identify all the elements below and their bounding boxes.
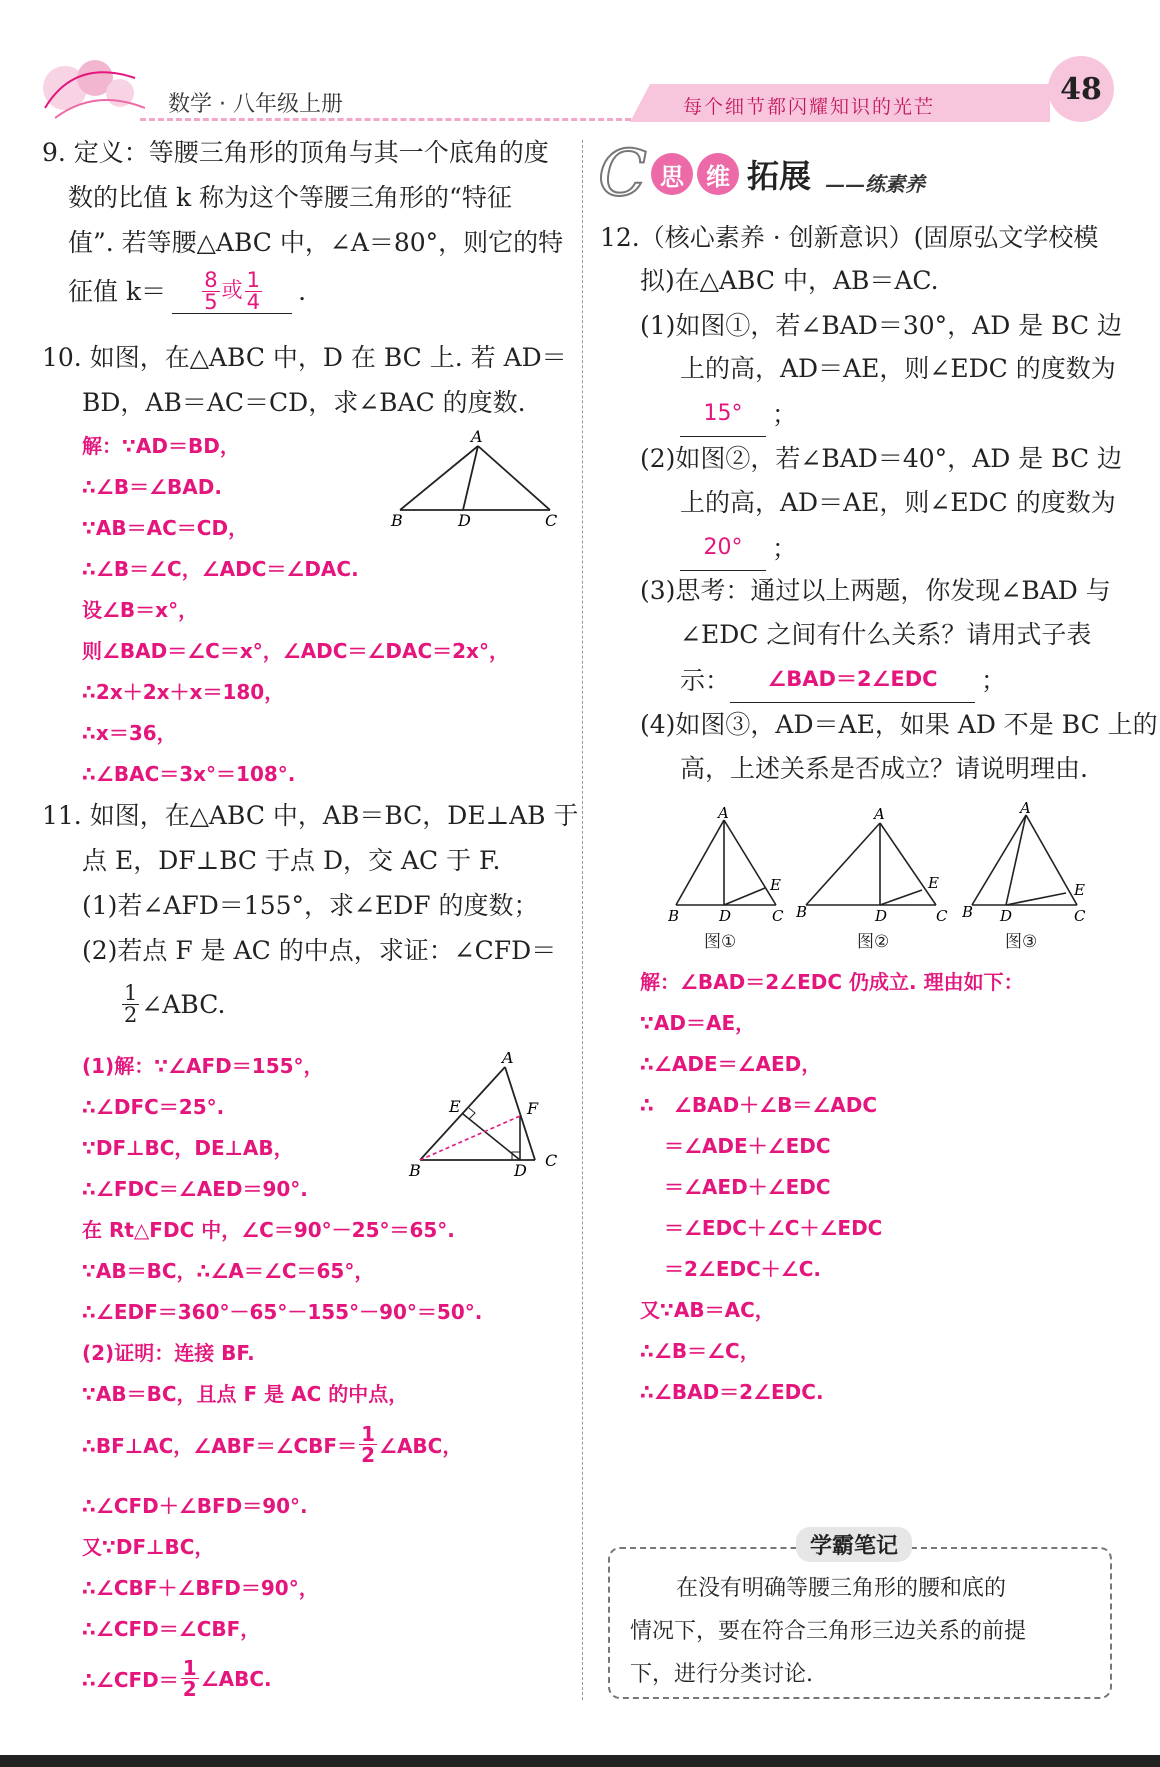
q9-line-1: 9. 定义：等腰三角形的顶角与其一个底角的度	[42, 138, 549, 167]
section-header	[598, 138, 978, 210]
q12-p2-line-2: 上的高，AD＝AE，则∠EDC 的度数为	[680, 488, 1116, 517]
q12-p2-answer-line: 20° ；	[680, 525, 797, 571]
section-title: 拓展	[746, 157, 811, 195]
fig2-label-e: E	[928, 874, 939, 892]
q12-sol-line: ∴ ∠BAD＋∠B＝∠ADC	[640, 1093, 878, 1117]
q12-figure-3	[962, 800, 1092, 923]
q12-p1-line-1: (1)如图①，若∠BAD＝30°，AD 是 BC 边	[640, 311, 1123, 340]
q12-sol-line: 解：∠BAD＝2∠EDC 仍成立. 理由如下：	[640, 970, 1024, 994]
q11-sol-line: ∴∠FDC＝∠AED＝90°.	[82, 1177, 308, 1201]
q11-label-e: E	[449, 1097, 461, 1116]
q12-sol-line: ＝∠ADE＋∠EDC	[664, 1134, 831, 1158]
fig3-label-c: C	[1074, 907, 1086, 923]
fig3-label-d: D	[1000, 907, 1013, 923]
fig3-label-a: A	[1020, 800, 1031, 817]
q12-figure-2	[796, 805, 956, 923]
header	[0, 0, 1160, 135]
q10-sol-line: 解：∵AD＝BD，	[82, 434, 240, 458]
q9-suffix: .	[298, 276, 307, 306]
q11-label-f: F	[527, 1099, 539, 1118]
header-dashed-line	[140, 118, 640, 121]
column-divider	[582, 140, 583, 1700]
q12-solution	[640, 966, 1024, 1417]
q11-line-4: (2)若点 F 是 AC 的中点，求证：∠CFD＝	[82, 936, 557, 965]
q11-sol-line: 又∵DF⊥BC，	[82, 1535, 215, 1559]
book-title: 数学 · 八年级上册	[168, 92, 343, 117]
q10-label-b: B	[391, 511, 403, 528]
q12-p1-answer-line: 15° ；	[680, 391, 797, 437]
q10-sol-line: 则∠BAD＝∠C＝x°，∠ADC＝∠DAC＝2x°，	[82, 639, 509, 663]
q12-p2-line-1: (2)如图②，若∠BAD＝40°，AD 是 BC 边	[640, 444, 1123, 473]
fig2-label-b: B	[796, 903, 808, 921]
fig1-label-d: D	[719, 907, 732, 923]
q11-sol-line: ∴∠DFC＝25°.	[82, 1095, 225, 1119]
q12-p3-answer-line: 示： ∠BAD＝2∠EDC ；	[680, 657, 1006, 703]
study-note-text: 在没有明确等腰三角形的腰和底的 情况下，要在符合三角形三边关系的前提 下，进行分类讨论.	[630, 1576, 1027, 1687]
study-note-title: 学霸笔记	[796, 1527, 912, 1562]
q12-p4-line-2: 高，上述关系是否成立？请说明理由.	[680, 754, 1088, 783]
q11-final-half: $\frac{1}{2}$	[182, 1656, 197, 1701]
q11-line-2: 点 E，DF⊥BC 于点 D，交 AC 于 F.	[82, 846, 501, 875]
q12-p3-line-2: ∠EDC 之间有什么关系？请用式子表	[680, 620, 1092, 649]
fig2-label-d: D	[875, 907, 888, 923]
q10-line-2: BD，AB＝AC＝CD，求∠BAC 的度数.	[82, 388, 526, 417]
bottom-bar	[0, 1755, 1160, 1767]
q11-sol-line: ∴∠CFD＋∠BFD＝90°.	[82, 1494, 308, 1518]
q9-fraction-2: $\frac{1}{4}$	[246, 267, 260, 314]
q10-sol-line: ∴2x＋2x＋x＝180，	[82, 680, 285, 704]
fig2-label-c: C	[936, 907, 948, 923]
q11-frac-line: ∴BF⊥AC，∠ABF＝∠CBF＝ $\frac{1}{2}$ ∠ABC，	[82, 1422, 463, 1467]
q11-frac-half: $\frac{1}{2}$	[361, 1422, 376, 1467]
q10-line-1: 10. 如图，在△ABC 中，D 在 BC 上. 若 AD＝	[42, 343, 567, 372]
q9-line-4	[68, 268, 306, 314]
q11-sol-line: ∴∠CFD＝∠CBF，	[82, 1617, 261, 1641]
q9-fraction-1: $\frac{8}{5}$	[204, 267, 218, 314]
q10-sol-line: ∴∠B＝∠C，∠ADC＝∠DAC.	[82, 557, 359, 581]
motto-text: 每个细节都闪耀知识的光芒	[683, 96, 936, 118]
q11-sol-line: (2)证明：连接 BF.	[82, 1341, 255, 1365]
q11-sol-line: ∵AB＝BC，且点 F 是 AC 的中点，	[82, 1382, 409, 1406]
fig3-label-b: B	[962, 903, 974, 921]
q12-p1-line-2: 上的高，AD＝AE，则∠EDC 的度数为	[680, 354, 1116, 383]
section-char-1: 思	[651, 153, 693, 195]
q11-line-5: $\frac{1}{2}$ ∠ABC.	[124, 981, 226, 1027]
q12-sol-line: ∴∠B＝∠C，	[640, 1339, 760, 1363]
q11-sol-line: ∴∠EDF＝360°－65°－155°－90°＝50°.	[82, 1300, 483, 1324]
q10-label-d: D	[458, 511, 471, 528]
section-char-2: 维	[697, 153, 739, 195]
q11-sol-line: ∵AB＝BC，∴∠A＝∠C＝65°，	[82, 1259, 375, 1283]
q12-line-2: 拟)在△ABC 中，AB＝AC.	[640, 266, 939, 295]
q12-answer-3: ∠BAD＝2∠EDC	[730, 657, 975, 703]
q12-figure-1	[668, 805, 790, 923]
fig1-label-e: E	[770, 876, 781, 894]
study-note-box	[608, 1534, 1112, 1699]
fig-caption-1: 图①	[704, 932, 737, 952]
q10-figure	[385, 428, 560, 528]
q10-label-c: C	[545, 511, 558, 528]
floral-ornament-icon	[35, 48, 155, 128]
q12-line-1: 12.（核心素养 · 创新意识）(固原弘文学校模	[600, 223, 1099, 252]
fig3-label-e: E	[1074, 881, 1085, 899]
q10-sol-line: ∵AB＝AC＝CD，	[82, 516, 249, 540]
q11-final-line: ∴∠CFD＝ $\frac{1}{2}$ ∠ABC.	[82, 1656, 272, 1701]
q12-sol-line: ＝2∠EDC＋∠C.	[664, 1257, 821, 1281]
q11-sol-line: (1)解：∵∠AFD＝155°，	[82, 1054, 324, 1078]
fig2-label-a: A	[874, 805, 885, 823]
q11-line-3: (1)若∠AFD＝155°，求∠EDF 的度数；	[82, 891, 539, 920]
q11-label-c: C	[545, 1151, 558, 1170]
q9-answer-blank: $\frac{8}{5}$ 或 $\frac{1}{4}$	[172, 268, 292, 314]
fig1-label-b: B	[668, 907, 680, 923]
page-number: 48	[1060, 71, 1102, 107]
q11-sol-line: ∴∠CBF＋∠BFD＝90°，	[82, 1576, 319, 1600]
q11-figure	[405, 1052, 565, 1182]
fig-caption-3: 图③	[1005, 932, 1038, 952]
q12-p3-line-1: (3)思考：通过以上两题，你发现∠BAD 与	[640, 576, 1111, 605]
fig1-label-a: A	[718, 805, 729, 822]
q9-prefix: 征值 k＝	[68, 276, 167, 306]
q10-sol-line: ∴∠B＝∠BAD.	[82, 475, 222, 499]
q11-solution-2	[82, 1490, 319, 1654]
q11-label-a: A	[502, 1052, 514, 1067]
q11-label-b: B	[409, 1161, 421, 1180]
q12-p3-prefix: 示：	[680, 665, 731, 695]
q11-sol-line: ∵DF⊥BC，DE⊥AB，	[82, 1136, 294, 1160]
q12-sol-line: ＝∠AED＋∠EDC	[664, 1175, 831, 1199]
section-subtitle: ——练素养	[824, 171, 925, 196]
q9-line-3: 值”. 若等腰△ABC 中，∠A＝80°，则它的特	[68, 228, 564, 257]
q12-p4-line-1: (4)如图③，AD＝AE，如果 AD 不是 BC 上的	[640, 710, 1158, 739]
q11-half-fraction: $\frac{1}{2}$	[124, 981, 138, 1027]
q12-sol-line: ＝∠EDC＋∠C＋∠EDC	[664, 1216, 883, 1240]
q10-sol-line: ∴x＝36，	[82, 721, 177, 745]
q9-line-2: 数的比值 k 称为这个等腰三角形的“特征	[68, 183, 512, 212]
q10-sol-line: ∴∠BAC＝3x°＝108°.	[82, 762, 296, 786]
q12-sol-line: ∴∠ADE＝∠AED，	[640, 1052, 822, 1076]
section-letter: C	[598, 137, 647, 211]
fig1-label-c: C	[772, 907, 784, 923]
q10-label-a: A	[471, 428, 483, 446]
q12-answer-1: 15°	[680, 391, 766, 437]
q10-sol-line: 设∠B＝x°，	[82, 598, 199, 622]
q12-answer-2: 20°	[680, 525, 766, 571]
q12-sol-line: ∵AD＝AE，	[640, 1011, 756, 1035]
q11-line-1: 11. 如图，在△ABC 中，AB＝BC，DE⊥AB 于	[42, 801, 579, 830]
q11-label-d: D	[514, 1161, 527, 1180]
q12-sol-line: 又∵AB＝AC，	[640, 1298, 775, 1322]
q11-sol-line: 在 Rt△FDC 中，∠C＝90°－25°＝65°.	[82, 1218, 455, 1242]
fig-caption-2: 图②	[857, 932, 890, 952]
page-number-badge	[1048, 56, 1114, 122]
q12-sol-line: ∴∠BAD＝2∠EDC.	[640, 1380, 824, 1404]
